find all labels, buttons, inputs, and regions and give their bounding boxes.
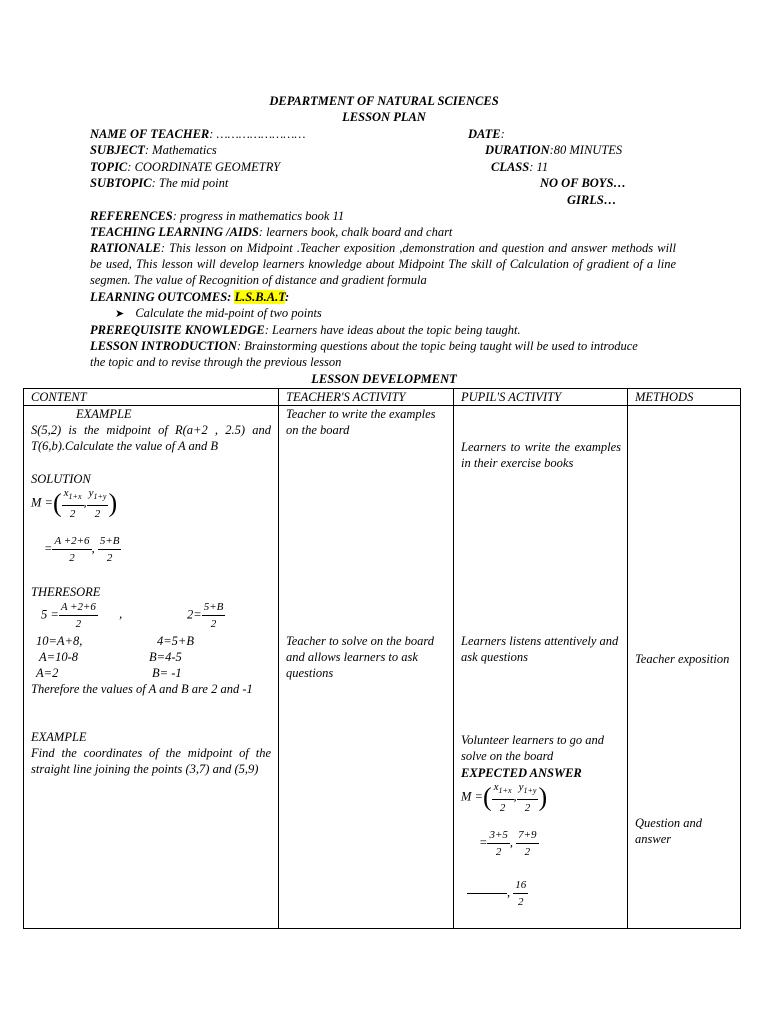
method-2: Question and answer — [635, 816, 703, 846]
example2-text: Find the coordinates of the midpoint of the straight line joining the points (3,7) and (5,9) — [31, 746, 271, 776]
department-title: DEPARTMENT OF NATURAL SCIENCES — [269, 94, 499, 108]
therefore-label: THERESORE — [31, 585, 101, 599]
topic-row — [90, 159, 280, 175]
duration-row — [485, 142, 622, 158]
duration-label: DURATION — [485, 143, 550, 157]
column-divider — [627, 389, 628, 928]
intro-label: LESSON INTRODUCTION — [90, 339, 237, 353]
class-value: : 11 — [529, 160, 549, 174]
substituted-formula: = $\frac{A +2+6}{2}$ , $\frac{5+B}{2}$ — [44, 535, 120, 564]
references-row — [90, 208, 344, 224]
date-value: : — [500, 127, 505, 141]
date-row — [468, 126, 505, 142]
subtopic-value: : The mid point — [151, 176, 229, 190]
outcome-bullet-item — [115, 305, 322, 322]
pupil-activity-1: Learners to write the examples in their exercise books — [461, 440, 621, 470]
subject-value: : Mathematics — [144, 143, 217, 157]
teacher-row — [90, 126, 305, 142]
teacher-label: NAME OF TEACHER — [90, 127, 210, 141]
method-1: Teacher exposition — [635, 652, 730, 666]
pupil-activity-3: Volunteer learners to go and solve on the board — [461, 733, 605, 763]
expected-midpoint-formula: M =( $\frac{x_{1+x}}{2}$ , $\frac{y_{1+y}}{2}$ ) — [461, 781, 548, 815]
topic-label: TOPIC — [90, 160, 128, 174]
header-pupil-activity: PUPIL'S ACTIVITY — [461, 390, 562, 404]
equation-two: 2= $\frac{5+B}{2}$ — [187, 601, 224, 630]
outcomes-label: LEARNING OUTCOMES: — [90, 290, 235, 304]
prereq-label: PREREQUISITE KNOWLEDGE — [90, 323, 265, 337]
header-methods: METHODS — [635, 390, 694, 404]
topic-value: : COORDINATE GEOMETRY — [127, 160, 281, 174]
subtopic-label: SUBTOPIC — [90, 176, 152, 190]
work-line2a: A=10-8 — [39, 650, 78, 664]
work-line1b: 4=5+B — [157, 634, 195, 648]
teacher-activity-1: Teacher to write the examples on the board — [286, 407, 436, 437]
column-divider — [453, 389, 454, 928]
midpoint-formula: M =( $\frac{x_{1+x}}{2}$ , $\frac{y_{1+y}}{2}$ ) — [31, 487, 118, 521]
arrow-bullet-icon: ➤ — [115, 308, 125, 320]
crossed-out-fraction — [467, 893, 507, 894]
girls-label: GIRLS… — [567, 193, 617, 207]
references-label: REFERENCES — [90, 209, 173, 223]
therefore-values: Therefore the values of A and B are 2 and -1 — [31, 682, 253, 696]
class-row — [491, 159, 548, 175]
prereq-value: : Learners have ideas about the topic being taught. — [264, 323, 521, 337]
rationale-row — [90, 240, 676, 288]
expected-answer-label: EXPECTED ANSWER — [461, 766, 582, 780]
m-equals: M = — [31, 495, 53, 510]
work-line3a: A=2 — [36, 666, 59, 680]
aids-row — [90, 224, 452, 240]
header-content: CONTENT — [31, 390, 87, 404]
lesson-development-table — [23, 388, 741, 929]
subtopic-row — [90, 175, 228, 191]
solution-label: SOLUTION — [31, 472, 91, 486]
intro-row — [90, 338, 650, 370]
outcome-bullet-text: Calculate the mid-point of two points — [135, 306, 322, 320]
references-value: : progress in mathematics book 11 — [172, 209, 345, 223]
duration-value: :80 MINUTES — [549, 143, 623, 157]
header-teacher-activity: TEACHER'S ACTIVITY — [286, 390, 406, 404]
rationale-value: : This lesson on Midpoint .Teacher exposition ,demonstration and question and answer methods will be used, This lesson will develop learners knowledge about Midpoint The skill of Calculation of gradient of a line segmen. The value of Recognition of distance and gradient formula — [90, 241, 676, 287]
class-label: CLASS — [491, 160, 530, 174]
subject-label: SUBJECT — [90, 143, 145, 157]
aids-value: : learners book, chalk board and chart — [258, 225, 453, 239]
rationale-label: RATIONALE — [90, 241, 161, 255]
example1-title: EXAMPLE — [76, 407, 132, 421]
subject-row — [90, 142, 217, 158]
column-divider — [278, 389, 279, 928]
boys-label: NO OF BOYS… — [540, 176, 626, 190]
equation-five: 5 = $\frac{A +2+6}{2}$ , — [41, 601, 123, 630]
work-line3b: B= -1 — [152, 666, 182, 680]
aids-label: TEACHING LEARNING /AIDS — [90, 225, 259, 239]
pupil-activity-2: Learners listens attentively and ask questions — [461, 634, 619, 664]
date-label: DATE — [468, 127, 501, 141]
expected-simplified: , $\frac{16}{2}$ — [467, 877, 528, 910]
outcomes-row — [90, 289, 289, 305]
outcomes-colon: : — [284, 290, 290, 304]
prereq-row — [90, 322, 521, 338]
teacher-activity-2: Teacher to solve on the board and allows learners to ask questions — [286, 634, 435, 680]
example2-title: EXAMPLE — [31, 730, 87, 744]
expected-substituted: = $\frac{3+5}{2}$ , $\frac{7+9}{2}$ — [479, 829, 537, 858]
lesson-plan-title: LESSON PLAN — [342, 110, 426, 124]
example1-text: S(5,2) is the midpoint of R(a+2 , 2.5) and T(6,b).Calculate the value of A and B — [31, 423, 271, 453]
lesson-development-title: LESSON DEVELOPMENT — [311, 372, 457, 386]
work-line1a: 10=A+8, — [36, 634, 83, 648]
teacher-value: : …………………… — [209, 127, 306, 141]
outcomes-highlight: L.S.B.A.T — [234, 290, 285, 304]
intro-value: : Brainstorming questions about the topic being taught will be used to introduce the topic and to revise through the previous lesson — [90, 339, 638, 369]
work-line2b: B=4-5 — [149, 650, 182, 664]
